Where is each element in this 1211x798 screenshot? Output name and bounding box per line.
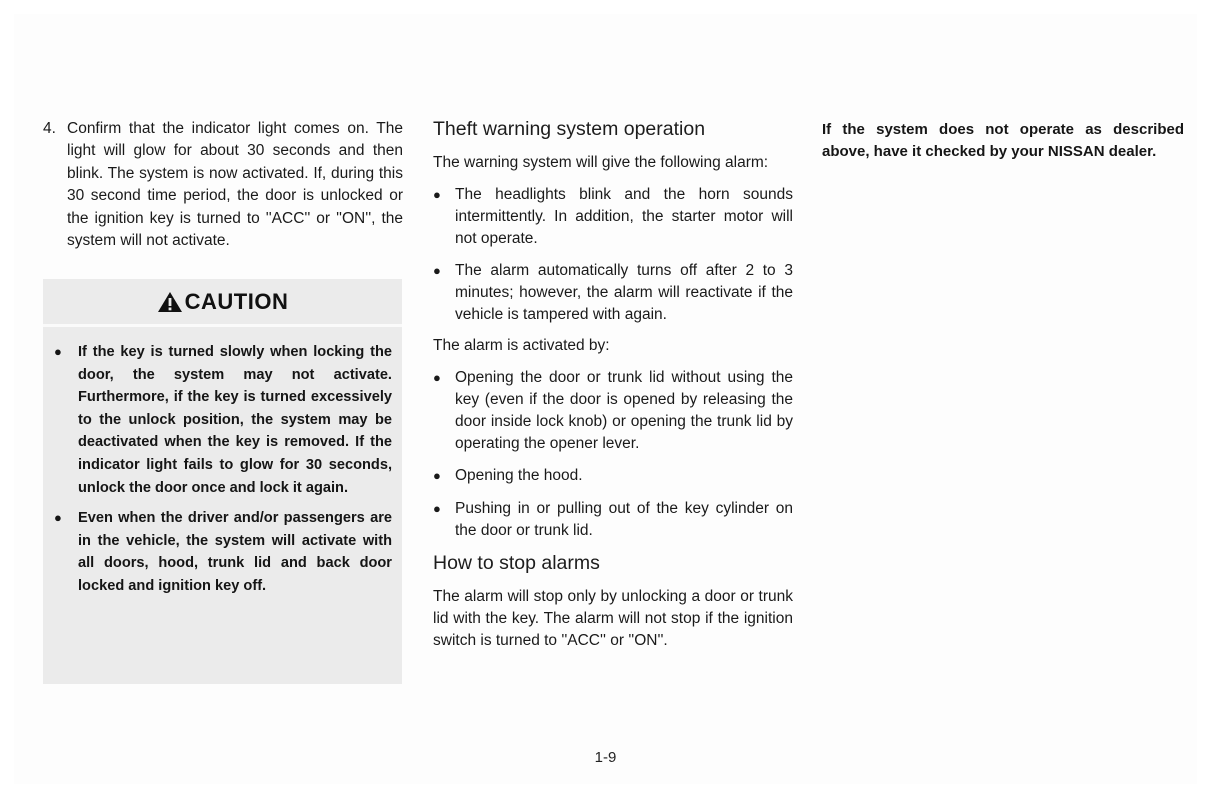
activation-item-text: Opening the door or trunk lid without using the key (even if the door is opened by releasing the door inside lock knob) or opening the trunk lid by operating the opener lever. xyxy=(455,369,793,452)
stop-text: The alarm will stop only by unlocking a door or trunk lid with the key. The alarm will not stop if the ignition switch is turned to ''ACC'' or ''ON''. xyxy=(433,588,793,649)
activated-by-label: The alarm is activated by: xyxy=(433,337,610,354)
caution-item-text: If the key is turned slowly when locking the door, the system may not activate. Furthermore, if the key is turned excessively to the unlock position, the system may be deactivated when the key is removed. If the indicator light fails to glow for 30 seconds, unlock the door once and lock it again. xyxy=(78,344,392,496)
caution-list xyxy=(43,327,402,598)
caution-item-text: Even when the driver and/or passengers are in the vehicle, the system will activate with all doors, hood, trunk lid and back door locked and ignition key off. xyxy=(78,510,392,594)
left-column xyxy=(43,118,403,252)
bullet-icon: ● xyxy=(433,187,441,202)
caution-item xyxy=(54,507,392,597)
right-column xyxy=(822,119,1184,162)
bullet-icon: ● xyxy=(54,344,62,359)
activation-item-text: Opening the hood. xyxy=(455,467,583,484)
bullet-icon: ● xyxy=(433,370,441,385)
activation-item xyxy=(433,367,793,455)
activation-item xyxy=(433,498,793,542)
theft-intro: The warning system will give the following alarm: xyxy=(433,154,769,171)
bullet-icon: ● xyxy=(433,501,441,516)
step-text: Confirm that the indicator light comes on. The light will glow for about 30 seconds and then blink. The system is now activated. If, during this 30 second time period, the door is unlocked or the ignition key is turned to ''ACC'' or ''ON'', the system will not activate. xyxy=(67,120,403,250)
activation-item-text: Pushing in or pulling out of the key cylinder on the door or trunk lid. xyxy=(455,500,793,539)
activation-list xyxy=(433,367,793,542)
alarm-item-text: The alarm automatically turns off after 2 to 3 minutes; however, the alarm will reactivate if the vehicle is tampered with again. xyxy=(455,262,793,323)
caution-box xyxy=(43,279,402,684)
alarm-item xyxy=(433,260,793,326)
middle-column xyxy=(433,116,793,652)
step-number: 4. xyxy=(43,120,56,137)
alarm-item xyxy=(433,184,793,250)
stop-section-title: How to stop alarms xyxy=(433,552,600,574)
step-4 xyxy=(43,118,403,252)
page-number: 1-9 xyxy=(594,749,617,766)
bullet-icon: ● xyxy=(433,263,441,278)
caution-header xyxy=(43,279,402,327)
alarm-item-text: The headlights blink and the horn sounds intermittently. In addition, the starter motor will not operate. xyxy=(455,186,793,247)
service-note: If the system does not operate as described above, have it checked by your NISSAN dealer. xyxy=(822,121,1184,160)
bullet-icon: ● xyxy=(433,468,441,483)
caution-item xyxy=(54,341,392,499)
theft-section-title: Theft warning system operation xyxy=(433,118,706,140)
activation-item xyxy=(433,465,793,487)
alarm-list xyxy=(433,184,793,326)
caution-title: CAUTION xyxy=(184,288,289,314)
bullet-icon: ● xyxy=(54,510,62,526)
warning-triangle-icon xyxy=(157,291,183,313)
